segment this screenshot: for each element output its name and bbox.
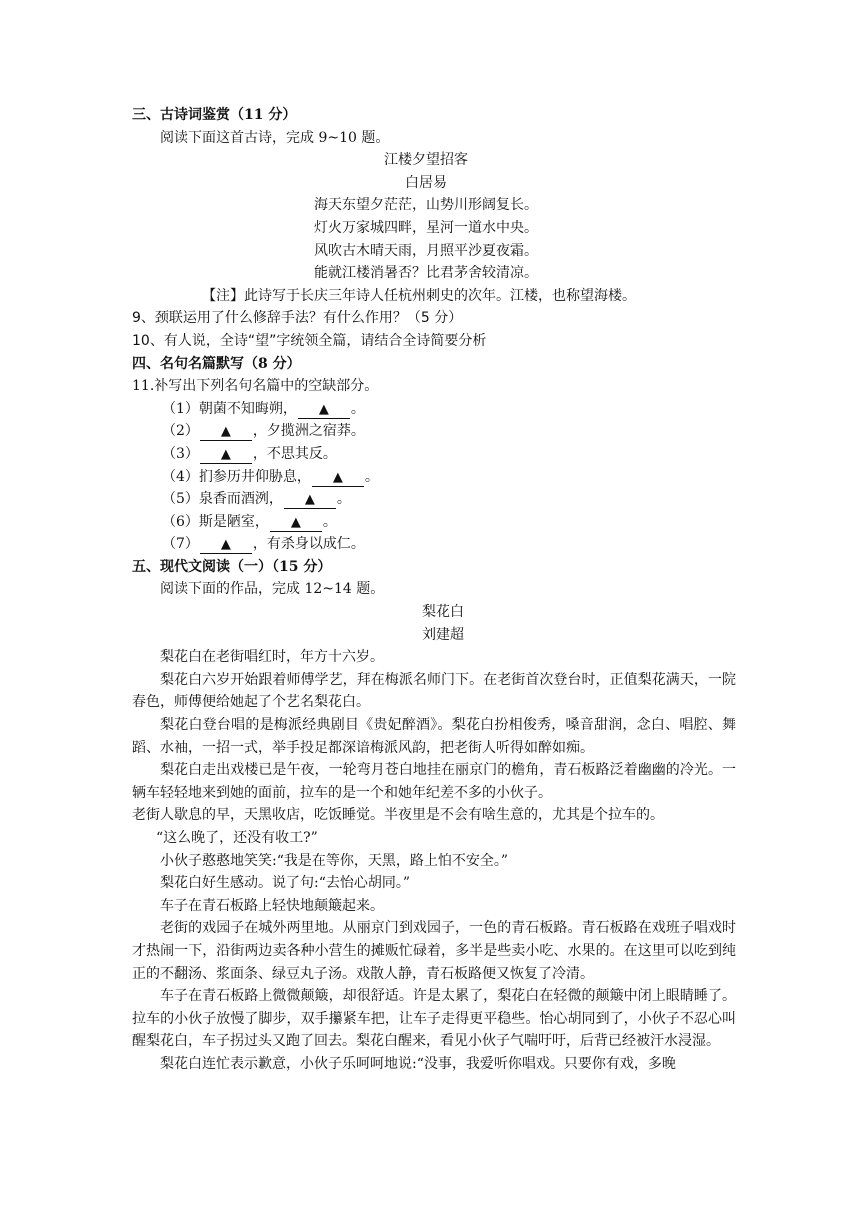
fill-item-text-after: ，不思其反。 bbox=[252, 445, 337, 462]
triangle-icon: ▲ bbox=[220, 537, 231, 553]
fill-item-text-after: 。 bbox=[350, 400, 365, 417]
fill-item-number: （5） bbox=[162, 491, 199, 508]
fill-item-number: （2） bbox=[162, 423, 199, 440]
story-paragraph-8: 梨花白好生感动。说了句:“去怡心胡同。” bbox=[160, 875, 411, 892]
question-11: 11.补写出下列名句名篇中的空缺部分。 bbox=[132, 378, 379, 395]
poem-line-1: 海天东望夕茫茫，山势川形阔复长。 bbox=[314, 197, 538, 214]
fill-blank[interactable] bbox=[270, 514, 322, 532]
story-author: 刘建超 bbox=[422, 626, 464, 643]
section-heading-modern-reading: 五、现代文阅读（一）（15 分） bbox=[132, 558, 332, 575]
story-paragraph-12: 梨花白连忙表示歉意，小伙子乐呵呵地说:“没事，我爱听你唱戏。只要你有戏，多晚 bbox=[160, 1055, 676, 1072]
fill-item-6 bbox=[132, 511, 736, 534]
fill-item-text-after: ，有杀身以成仁。 bbox=[252, 536, 365, 553]
triangle-icon: ▲ bbox=[332, 469, 343, 485]
section-heading-poetry: 三、古诗词鉴赏（11 分） bbox=[132, 107, 297, 123]
story-paragraph-5: 老街人歇息的早，天黑收店，吃饭睡觉。半夜里是不会有啥生意的，尤其是个拉车的。 bbox=[132, 807, 664, 824]
fill-item-1 bbox=[132, 398, 736, 421]
story-paragraph-11: 车子在青石板路上微微颠簸，却很舒适。许是太累了，梨花白在轻微的颠簸中闭上眼睛睡了。拉车的小伙子放慢了脚步，双手攥紧车把，让车子走得更平稳些。怡心胡同到了，小伙子不忍心叫醒梨花白，车子拐过头又跑了回去。梨花白醒来，看见小伙子气喘吁吁，后背已经被汗水浸湿。 bbox=[132, 988, 736, 1050]
poem-title: 江楼夕望招客 bbox=[384, 152, 468, 169]
poem-line-4: 能就江楼消暑否？比君茅舍较清凉。 bbox=[314, 265, 538, 282]
triangle-icon: ▲ bbox=[220, 424, 231, 440]
fill-item-text-after: 。 bbox=[336, 491, 351, 508]
story-paragraph-3: 梨花白登台唱的是梅派经典剧目《贵妃醉酒》。梨花白扮相俊秀，嗓音甜润，念白、唱腔、舞蹈、水袖，一招一式，举手投足都深谙梅派风韵，把老街人听得如醉如痴。 bbox=[132, 717, 736, 756]
fill-item-3 bbox=[132, 443, 736, 466]
fill-item-7 bbox=[132, 533, 736, 556]
story-paragraph-4: 梨花白走出戏楼已是午夜，一轮弯月苍白地挂在丽京门的檐角，青石板路泛着幽幽的冷光。一辆车轻轻地来到她的面前，拉车的是一个和她年纪差不多的小伙子。 bbox=[132, 762, 736, 801]
fill-item-text-before: 泉香而酒洌， bbox=[198, 491, 283, 508]
story-paragraph-9: 车子在青石板路上轻快地颠簸起来。 bbox=[160, 897, 384, 914]
question-9: 9、颈联运用了什么修辞手法？有什么作用？（5 分） bbox=[132, 310, 463, 327]
poem-note: 【注】此诗写于长庆三年诗人任杭州刺史的次年。江楼，也称望海楼。 bbox=[202, 287, 636, 304]
fill-blank[interactable] bbox=[312, 469, 364, 487]
fill-blank[interactable] bbox=[200, 423, 252, 441]
triangle-icon: ▲ bbox=[290, 514, 301, 530]
fill-item-text-before: 斯是陋室， bbox=[198, 513, 269, 530]
exam-page bbox=[132, 104, 736, 1076]
fill-item-text-after: 。 bbox=[364, 468, 379, 485]
fill-item-5 bbox=[132, 488, 736, 511]
fill-blank[interactable] bbox=[284, 491, 336, 509]
instruction-poetry: 阅读下面这首古诗，完成 9~10 题。 bbox=[160, 129, 390, 146]
poem-line-3: 风吹古木晴天雨，月照平沙夏夜霜。 bbox=[314, 242, 538, 259]
section-heading-recitation: 四、名句名篇默写（8 分） bbox=[132, 355, 301, 372]
fill-item-number: （6） bbox=[162, 513, 199, 530]
story-paragraph-7: 小伙子憨憨地笑笑:“我是在等你，天黑，路上怕不安全。” bbox=[160, 852, 509, 869]
triangle-icon: ▲ bbox=[220, 446, 231, 462]
story-paragraph-1: 梨花白在老街唱红时，年方十六岁。 bbox=[160, 649, 384, 666]
triangle-icon: ▲ bbox=[318, 401, 329, 417]
poem-author: 白居易 bbox=[405, 174, 447, 191]
instruction-modern-reading: 阅读下面的作品，完成 12~14 题。 bbox=[160, 581, 385, 598]
story-paragraph-6: “这么晚了，还没有收工?” bbox=[156, 830, 318, 846]
poem-line-2: 灯火万家城四畔，星河一道水中央。 bbox=[314, 219, 538, 236]
fill-blank[interactable] bbox=[298, 401, 350, 419]
fill-blank[interactable] bbox=[200, 536, 252, 554]
fill-item-number: （4） bbox=[162, 468, 199, 485]
story-paragraph-10: 老街的戏园子在城外两里地。从丽京门到戏园子，一色的青石板路。青石板路在戏班子唱戏时才热闹一下，沿街两边卖各种小营生的摊贩忙碌着，多半是些卖小吃、水果的。在这里可以吃到纯正的不翻汤、浆面条、绿豆丸子汤。戏散人静，青石板路便又恢复了冷清。 bbox=[132, 920, 736, 982]
fill-item-text-after: 。 bbox=[322, 513, 337, 530]
story-title: 梨花白 bbox=[422, 604, 464, 621]
story-paragraph-2: 梨花白六岁开始跟着师傅学艺，拜在梅派名师门下。在老街首次登台时，正值梨花满天，一院春色，师傅便给她起了个艺名梨花白。 bbox=[132, 671, 736, 711]
fill-item-4 bbox=[132, 466, 736, 489]
question-10: 10、有人说，全诗“望”字统领全篇，请结合全诗简要分析 bbox=[132, 332, 487, 349]
fill-item-number: （1） bbox=[162, 400, 199, 417]
fill-item-text-before: 朝菌不知晦朔， bbox=[198, 400, 297, 417]
fill-blank[interactable] bbox=[200, 446, 252, 464]
fill-item-2 bbox=[132, 420, 736, 443]
triangle-icon: ▲ bbox=[304, 492, 315, 508]
fill-item-text-before: 扪参历井仰胁息， bbox=[198, 468, 311, 485]
fill-item-number: （7） bbox=[162, 536, 199, 553]
fill-item-number: （3） bbox=[162, 445, 199, 462]
fill-item-text-after: ，夕揽洲之宿莽。 bbox=[252, 423, 365, 440]
